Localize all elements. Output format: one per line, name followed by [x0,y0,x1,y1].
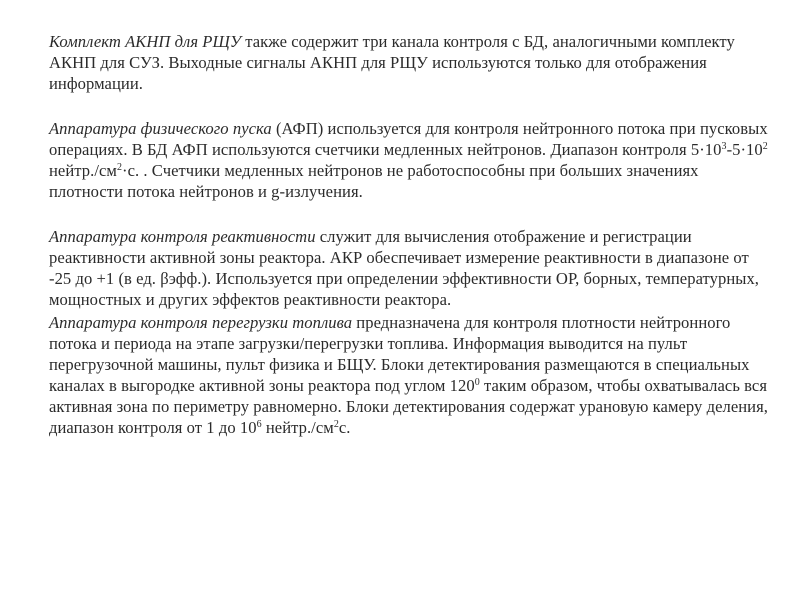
paragraph-text: с. [338,418,351,437]
paragraph-afp [49,118,769,202]
paragraph-text: служит для вычисления отображение и регистрации реактивности активной зоны реактора. АКР обеспечивает измерение реактивности в диапазоне от -25 до +1 (в ед. βэфф.). Используется при определении эффективности ОР, борных, температурных, мощностных и других эффектов реактивности реактора. [49,227,760,309]
paragraph-text: таким образом, чтобы охватывалась вся активная зона по периметру равномерно. Блоки детектирования содержат урановую камеру деления, диапазон контроля от 1 до 10 [49,376,768,437]
paragraph-text: предназначена для контроля плотности нейтронного потока и периода на этапе загрузки/перегрузки топлива. Информация выводится на пульт перегрузочной машины, пульт физика и БЩУ. Блоки детектирования размещаются в специальных каналах в выгородке активной зоны реактора под углом 120 [49,313,750,395]
superscript: 2 [333,419,339,430]
paragraph-aknp-rshchu [49,31,769,94]
superscript: 6 [256,419,262,430]
paragraph-text: -5·10 [726,140,763,159]
paragraph-text: также содержит три канала контроля с БД, аналогичными комплекту АКНП для СУЗ. Выходные сигналы АКНП для РЩУ используются только для отображения информации. [49,32,735,93]
term-aknp-rshchu: Комплект АКНП для РЩУ [49,32,242,51]
superscript: 0 [474,377,480,388]
superscript: 3 [721,141,727,152]
paragraph-text: ·с. . Счетчики медленных нейтронов не работоспособны при больших значениях плотности потока нейтронов и g-излучения. [49,161,699,201]
term-afp: Аппаратура физического пуска [49,119,272,138]
paragraph-text: нейтр./см [49,161,117,180]
superscript: 2 [116,162,123,173]
term-akr: Аппаратура контроля реактивности [49,227,316,246]
superscript: 2 [762,141,768,152]
paragraph-text: (АФП) используется для контроля нейтронного потока при пусковых операциях. В БД АФП используются счетчики медленных нейтронов. Диапазон контроля 5·10 [49,119,768,159]
paragraph-text: нейтр./см [261,418,334,437]
term-fuel-reload: Аппаратура контроля перегрузки топлива [49,313,353,332]
paragraph-akr [49,226,769,310]
paragraph-fuel-reload [49,312,769,438]
document-body [49,31,769,438]
